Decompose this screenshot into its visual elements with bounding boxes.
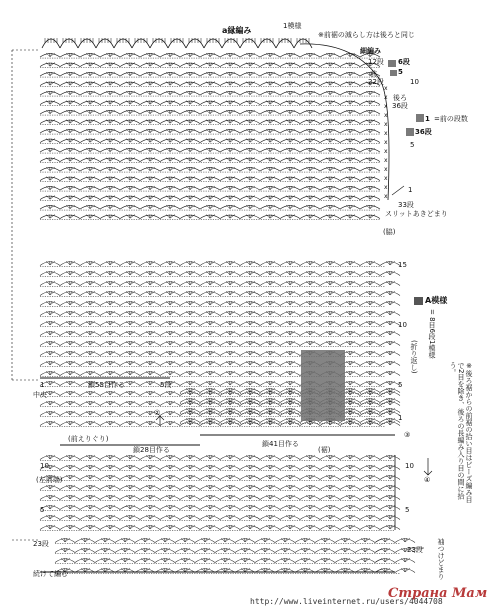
front-decrease-note: ※前裾の減らし方は後ろと同じ <box>318 31 415 39</box>
box36-label: 36段 <box>415 128 432 136</box>
legend-prev-label: =前の段数 <box>434 115 468 123</box>
slit-label: スリットあきどまり <box>385 210 448 218</box>
up-arrow <box>156 416 164 426</box>
row5-left-label: 5段 <box>160 381 172 389</box>
hem-label: (裾) <box>318 446 331 454</box>
tick-5-right: 5 <box>405 506 410 514</box>
x-mark: x <box>384 85 388 92</box>
tick-1-mid: 1 <box>398 414 403 422</box>
legend-box-label: 1 <box>425 115 430 123</box>
circle2-label: ② <box>154 409 161 417</box>
row-box-marker <box>388 60 396 67</box>
tick-15: 15 <box>398 261 407 269</box>
tick-1-left: 1 <box>40 381 45 389</box>
tick-10-right: 10 <box>405 462 414 470</box>
center-label: 中央 <box>33 391 47 399</box>
make-41-label: 鎖41目作る <box>262 440 299 448</box>
row22-label: 22段 <box>368 78 384 86</box>
turned-back-label: (折り返し) <box>410 340 418 374</box>
circle4-label: ④ <box>424 476 431 484</box>
legend-swatch <box>416 114 424 122</box>
row-box-marker <box>406 128 414 136</box>
tick-5-left: 5 <box>40 506 45 514</box>
x-mark: x <box>384 103 388 110</box>
right-side-note: ※後ろ裾からの前裾の拾い目はビーズ編み目で2目を除き、後ろの長編み入り目の間に拾う。 <box>449 362 473 503</box>
row23-label: 23段 <box>33 540 49 548</box>
front-neck-label: (前えりぐり) <box>68 435 109 443</box>
tick-10-left: 10 <box>40 462 49 470</box>
row12-box-label: 6段 <box>398 58 410 66</box>
x-mark: x <box>384 157 388 164</box>
side-label: (脇) <box>383 228 396 236</box>
x-mark: x <box>384 175 388 182</box>
row23-right-label: 23段 <box>407 546 423 554</box>
x-mark: x <box>384 130 388 137</box>
pattern-one-label: 1模様 <box>283 22 302 30</box>
row5-box-label: 5 <box>398 68 403 76</box>
front-label: 前 <box>370 70 377 78</box>
x-mark: x <box>384 193 388 200</box>
make-28-label: 鎖28目作る <box>133 446 170 454</box>
x-mark: x <box>384 112 388 119</box>
tick-5-mid: 5 <box>398 381 403 389</box>
down-arrow <box>424 458 432 475</box>
x-mark: x <box>384 139 388 146</box>
x-mark: x <box>384 148 388 155</box>
chain-edge <box>300 44 389 200</box>
x-mark: x <box>384 94 388 101</box>
edging-label: a縁編み <box>222 26 252 35</box>
x-mark: x <box>384 121 388 128</box>
pattern-a-spec: = 8目6段1模様 <box>428 309 436 359</box>
back-label: 後ろ <box>393 94 407 102</box>
x-mark: x <box>384 184 388 191</box>
tick-10-mid: 10 <box>398 321 407 329</box>
row-box-marker <box>390 70 397 76</box>
chain-edging-label: 細編み <box>360 47 381 55</box>
continue-label: 続けて編む <box>33 570 68 578</box>
front-left-label: (左前端) <box>36 476 63 484</box>
row36-label: 36段 <box>392 102 408 110</box>
x-mark: x <box>384 166 388 173</box>
tick-5-top: 5 <box>410 141 415 149</box>
sleeve-note: 袖つけどまり <box>437 538 445 580</box>
pattern-a-swatch <box>414 297 423 305</box>
pattern-a-label: A模様 <box>425 296 448 305</box>
arrow <box>392 186 404 195</box>
tick-1-top: 1 <box>408 186 413 194</box>
row12-label: 12段 <box>368 58 384 66</box>
make-55-label: 鎖55目作る <box>88 381 125 389</box>
row33-label: 33段 <box>398 201 414 209</box>
source-url: http://www.liveinternet.ru/users/4044708 <box>250 597 443 606</box>
tick-10-top: 10 <box>410 78 419 86</box>
watermark-logo: Страна Мам <box>388 586 488 601</box>
circle3-label: ③ <box>404 431 411 439</box>
pattern-a-block <box>301 350 345 421</box>
